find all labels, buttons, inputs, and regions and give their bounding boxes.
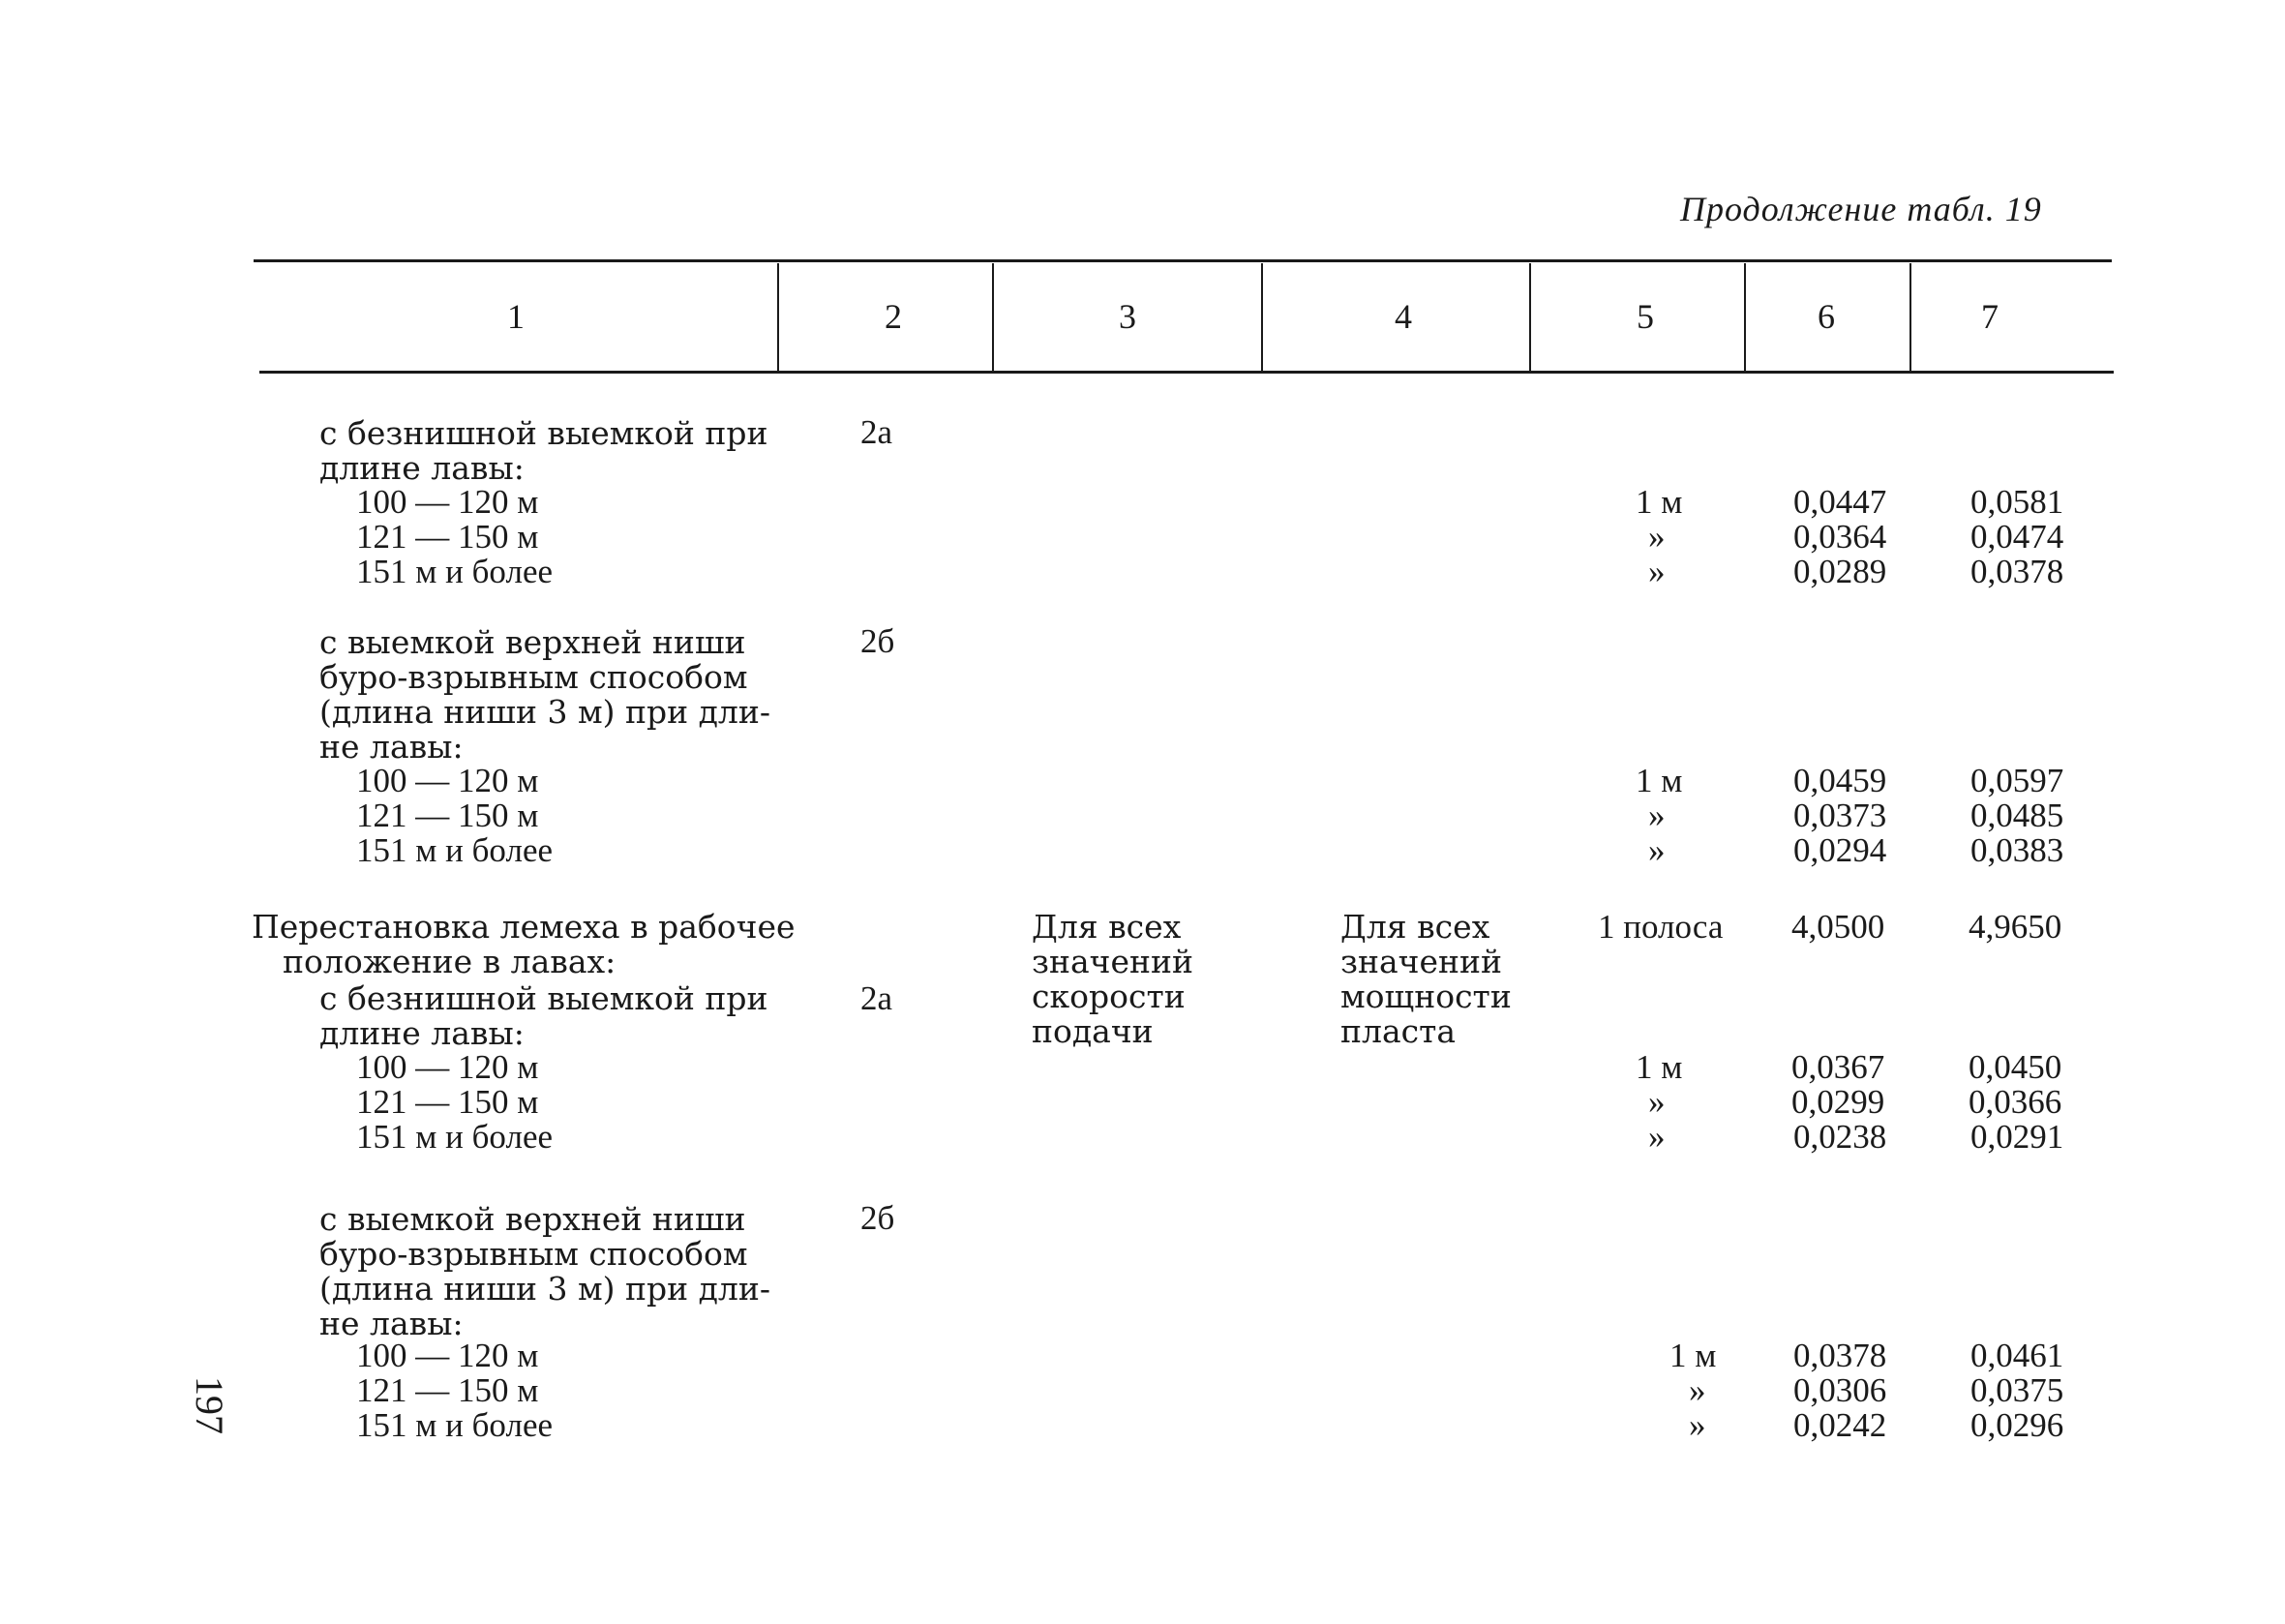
- block-1-row-2-c6: 0,0294: [1793, 831, 1887, 869]
- column-header-5: 5: [1637, 297, 1654, 336]
- block-2-row-2-c7: 0,0291: [1970, 1118, 2064, 1156]
- block-3-row-1-c6: 0,0306: [1793, 1371, 1887, 1409]
- block-3-row-0-range: 100 — 120 м: [356, 1337, 539, 1374]
- block-3-row-0-unit: 1 м: [1669, 1337, 1717, 1374]
- block-3-row-1-range: 121 — 150 м: [356, 1371, 539, 1409]
- block-0-row-0-range: 100 — 120 м: [356, 483, 539, 521]
- block-3-row-2-c6: 0,0242: [1793, 1406, 1887, 1444]
- block-1-row-2-unit: »: [1648, 831, 1666, 869]
- block-2-col4-line-2: значений: [1340, 943, 1502, 980]
- header-bottom-rule: [259, 371, 2114, 374]
- block-2-row-0-c7: 0,0450: [1969, 1048, 2062, 1086]
- header-divider-2: [992, 263, 994, 372]
- block-3-code: 2б: [860, 1199, 895, 1237]
- block-3-desc-line-2: буро-взрывным способом: [319, 1235, 748, 1273]
- block-3-desc-line-1: с выемкой верхней ниши: [319, 1200, 746, 1238]
- block-1-desc-line-3: (длина ниши 3 м) при дли-: [319, 693, 771, 731]
- header-top-rule: [254, 259, 2112, 262]
- column-header-2: 2: [885, 297, 902, 336]
- column-header-6: 6: [1818, 297, 1835, 336]
- block-3-row-1-c7: 0,0375: [1970, 1371, 2064, 1409]
- block-0-row-2-c6: 0,0289: [1793, 553, 1887, 590]
- block-2-row-1-c7: 0,0366: [1969, 1083, 2062, 1121]
- block-0-row-1-range: 121 — 150 м: [356, 518, 539, 556]
- block-2-row-0-unit: 1 м: [1636, 1048, 1683, 1086]
- header-divider-5: [1744, 263, 1746, 372]
- block-2-col3-line-1: Для всех: [1032, 908, 1182, 946]
- block-2-col3-line-4: подачи: [1032, 1012, 1154, 1050]
- block-0-row-1-c7: 0,0474: [1970, 518, 2064, 556]
- header-divider-3: [1261, 263, 1263, 372]
- block-2-title-line-2: положение в лавах:: [283, 943, 616, 980]
- block-2-row-0-range: 100 — 120 м: [356, 1048, 539, 1086]
- block-1-row-0-unit: 1 м: [1636, 762, 1683, 799]
- block-2-col4-line-4: пласта: [1340, 1012, 1457, 1050]
- block-1-row-1-c7: 0,0485: [1970, 797, 2064, 834]
- block-2-col4-line-3: мощности: [1340, 977, 1512, 1015]
- column-header-3: 3: [1119, 297, 1136, 336]
- header-divider-6: [1909, 263, 1911, 372]
- block-2-title-c6: 4,0500: [1791, 908, 1885, 946]
- block-2-row-1-c6: 0,0299: [1791, 1083, 1885, 1121]
- page-number: 197: [188, 1376, 231, 1434]
- block-0-row-2-range: 151 м и более: [356, 553, 554, 590]
- block-2-title-c7: 4,9650: [1969, 908, 2062, 946]
- block-2-title-line-1: Перестановка лемеха в рабочее: [252, 908, 796, 946]
- block-0-row-0-c7: 0,0581: [1970, 483, 2064, 521]
- block-3-row-2-unit: »: [1689, 1406, 1706, 1444]
- block-1-row-0-range: 100 — 120 м: [356, 762, 539, 799]
- block-1-row-2-c7: 0,0383: [1970, 831, 2064, 869]
- block-3-row-2-range: 151 м и более: [356, 1406, 554, 1444]
- block-2-desc-line-2: длине лавы:: [319, 1014, 525, 1052]
- block-1-desc-line-4: не лавы:: [319, 728, 464, 766]
- header-divider-1: [777, 263, 779, 372]
- block-3-row-1-unit: »: [1689, 1371, 1706, 1409]
- block-2-row-2-c6: 0,0238: [1793, 1118, 1887, 1156]
- column-header-7: 7: [1981, 297, 1999, 336]
- block-2-row-0-c6: 0,0367: [1791, 1048, 1885, 1086]
- block-2-row-1-range: 121 — 150 м: [356, 1083, 539, 1121]
- block-1-code: 2б: [860, 622, 895, 660]
- block-2-col4-line-1: Для всех: [1340, 908, 1490, 946]
- block-2-row-2-range: 151 м и более: [356, 1118, 554, 1156]
- block-1-row-1-c6: 0,0373: [1793, 797, 1887, 834]
- block-0-row-0-c6: 0,0447: [1793, 483, 1887, 521]
- block-1-row-0-c7: 0,0597: [1970, 762, 2064, 799]
- block-3-row-0-c7: 0,0461: [1970, 1337, 2064, 1374]
- block-1-row-2-range: 151 м и более: [356, 831, 554, 869]
- block-2-row-2-unit: »: [1648, 1118, 1666, 1156]
- block-3-row-2-c7: 0,0296: [1970, 1406, 2064, 1444]
- block-1-row-1-range: 121 — 150 м: [356, 797, 539, 834]
- block-3-desc-line-4: не лавы:: [319, 1305, 464, 1342]
- block-0-code: 2а: [860, 413, 893, 451]
- block-0-row-2-c7: 0,0378: [1970, 553, 2064, 590]
- block-3-row-0-c6: 0,0378: [1793, 1337, 1887, 1374]
- table-caption: Продолжение табл. 19: [1680, 190, 2042, 228]
- block-0-desc-line-2: длине лавы:: [319, 449, 525, 487]
- block-2-title-unit: 1 полоса: [1598, 908, 1724, 946]
- block-2-desc-line-1: с безнишной выемкой при: [319, 979, 768, 1017]
- block-2-code: 2а: [860, 979, 893, 1017]
- block-1-row-1-unit: »: [1648, 797, 1666, 834]
- column-header-1: 1: [507, 297, 525, 336]
- block-1-desc-line-2: буро-взрывным способом: [319, 658, 748, 696]
- block-2-col3-line-3: скорости: [1032, 977, 1186, 1015]
- block-2-col3-line-2: значений: [1032, 943, 1193, 980]
- column-header-4: 4: [1395, 297, 1412, 336]
- block-2-row-1-unit: »: [1648, 1083, 1666, 1121]
- block-0-row-1-unit: »: [1648, 518, 1666, 556]
- block-1-desc-line-1: с выемкой верхней ниши: [319, 623, 746, 661]
- block-0-row-0-unit: 1 м: [1636, 483, 1683, 521]
- block-1-row-0-c6: 0,0459: [1793, 762, 1887, 799]
- block-3-desc-line-3: (длина ниши 3 м) при дли-: [319, 1270, 771, 1308]
- block-0-desc-line-1: с безнишной выемкой при: [319, 414, 768, 452]
- block-0-row-1-c6: 0,0364: [1793, 518, 1887, 556]
- block-0-row-2-unit: »: [1648, 553, 1666, 590]
- header-divider-4: [1529, 263, 1531, 372]
